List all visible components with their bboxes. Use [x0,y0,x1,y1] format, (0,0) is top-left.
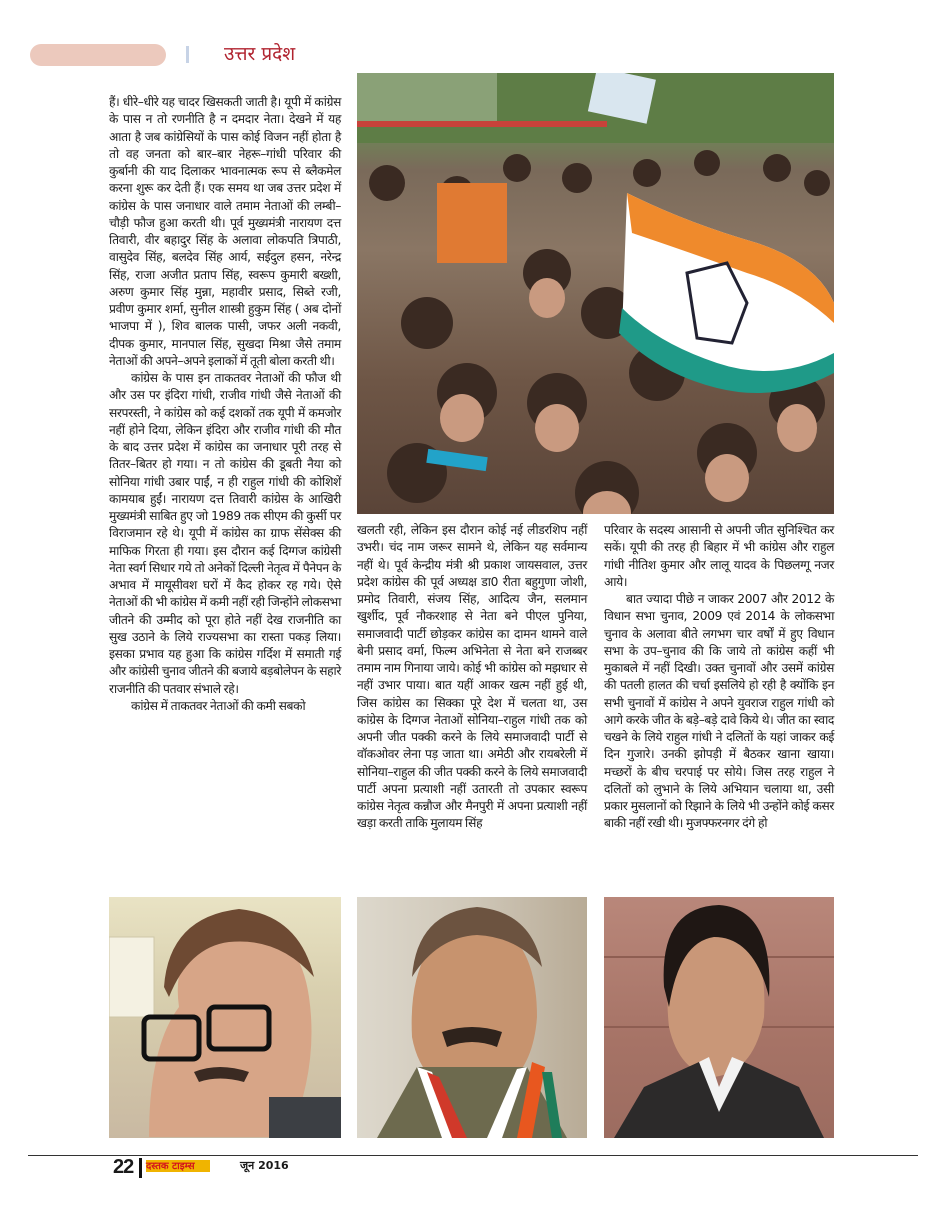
article-column-1 [109,94,341,894]
paragraph: कांग्रेस में ताकतवर नेताओं की कमी सबको [131,698,306,713]
portrait-photo-2 [357,897,587,1138]
footer-divider [139,1158,142,1178]
portrait-2-art [357,897,587,1138]
portrait-1-art [109,897,341,1138]
header-decoration-pill [30,44,166,66]
portrait-photo-1 [109,897,341,1138]
paragraph: कांग्रेस के पास इन ताकतवर नेताओं की फौज थी और उस पर इंदिरा गांधी, राजीव गांधी जैसे नेताओं की सरपरस्ती, ने कांग्रेस को कई दशकों तक यूपी में कमजोर नहीं होने दिया, लेकिन इंदिरा और राजीव गांधी की मौत के बाद उत्तर प्रदेश में कांग्रेस का जनाधार पूरी तरह से तितर–बितर हो गया। न तो कांग्रेस की डूबती नैया को सोनिया गांधी उबार पाईं, न ही राहुल गांधी की कोशिशें कामयाब हुईं। नारायण दत्त तिवारी कांग्रेस के आखिरी मुख्यमंत्री साबित हुए जो 1989 तक सीएम की कुर्सी पर विराजमान रहे थे। यूपी में कांग्रेस का ग्राफ सेंसेक्स की माफिक गिरता ही गया। इस दौरान कई दिग्गज कांग्रेसी नेता स्वर्ग सिधार गये तो अनेकों दिल्ली नेतृत्व में पैनेपन के अभाव में मायूसीवश घरों में कैद होकर रह गये। ऐसे नेताओं की भी कांग्रेस में कमी नहीं रही जिन्होंने लोकसभा जीतने की उम्मीद को पूरा होते नहीं देख राजनीति का सुख उठाने के लिये राज्यसभा का रास्ता पकड़ लिया। इसका प्रभाव यह हुआ कि कांग्रेस गर्दिश में समाती गई और कांग्रेसी चुनाव जीतने की बजाये बड़बोलेपन के सहारे राजनीति की पतवार संभाले रहे। [109,371,341,696]
crowd-photo [357,73,834,514]
magazine-logo [146,1160,210,1172]
article-column-3 [604,522,834,894]
header-divider [186,46,189,63]
magazine-logo-text: दस्तक टाइम्स [146,1161,195,1172]
footer-rule [28,1155,918,1156]
paragraph: परिवार के सदस्य आसानी से अपनी जीत सुनिश्चित कर सकें। यूपी की तरह ही बिहार में भी कांग्रेस और राहुल गांधी नीतिश कुमार और लालू यादव के पिछलग्गू नजर आये। [604,523,834,589]
article-column-2 [357,522,587,894]
section-title: उत्तर प्रदेश [224,43,296,65]
paragraph: हैं। धीरे–धीरे यह चादर खिसकती जाती है। यूपी में कांग्रेस के पास न तो रणनीति है न दमदार नेता। देखने में यह आता है जब कांग्रेसियों के पास कोई विजन नहीं होता है तो वह जनता को बार–बार नेहरू–गांधी परिवार की कुर्बानी की याद दिलाकर भावनात्मक रूप से ब्लैकमेल करना शुरू कर देती हैं। एक समय था जब उत्तर प्रदेश में कांग्रेस के पास जनाधार वाले तमाम नेताओं की लम्बी–चौड़ी फौज हुआ करती थी। पूर्व मुख्यमंत्री नारायण दत्त तिवारी, वीर बहादुर सिंह के अलावा लोकपति त्रिपाठी, वासुदेव सिंह, बलदेव सिंह आर्य, सईदुल हसन, नरेन्द्र सिंह, राजा अजीत प्रताप सिंह, स्वरूप कुमारी बख्शी, अरुण कुमार सिंह मुन्ना, महावीर प्रसाद, सिब्ते रजी, प्रवीण कुमार शर्मा, सुनील शास्त्री हुकुम सिंह ( अब दोनों भाजपा में ), शिव बालक पासी, जफर अली नकवी, दीपक कुमार, मानपाल सिंह, सुखदा मिश्रा जैसे तमाम नेताओं की अपने–अपने इलाकों में तूती बोला करती थी। [109,95,341,368]
portrait-3-art [604,897,834,1138]
issue-date: जून 2016 [240,1159,289,1172]
crowd-photo-art [357,73,834,514]
paragraph: खलती रही, लेकिन इस दौरान कोई नई लीडरशिप नहीं उभरी। चंद नाम जरूर सामने थे, लेकिन यह सर्वमान्य नहीं थे। पूर्व केन्द्रीय मंत्री श्री प्रकाश जायसवाल, उत्तर प्रदेश कांग्रेस की पूर्व अध्यक्ष डा0 रीता बहुगुणा जोशी, प्रमोद तिवारी, संजय सिंह, आदित्य जैन, सलमान खुर्शीद, पूर्व नौकरशाह से नेता बने पीएल पुनिया, समाजवादी पार्टी छोड़कर कांग्रेस का दामन थामने वाले बेनी प्रसाद वर्मा, फिल्म अभिनेता से नेता बने राजब्बर तमाम नाम गिनाया जाये। कोई भी कांग्रेस को मझधार से नहीं उभार पाया। बात यहीं आकर खत्म नहीं हुई थी, जिस कांग्रेस का सिक्का पूरे देश में चलता था, उस कांग्रेस के दिग्गज नेताओं सोनिया–राहुल गांधी तक को अपनी जीत पक्की करने के लिये समाजवादी पार्टी से वॉकओवर लेना पड़ जाता था। अमेठी और रायबरेली में सोनिया–राहुल की जीत पक्की करने के लिये समाजवादी पार्टी अपना प्रत्याशी नहीं उतारती तो उपकार स्वरूप कांग्रेस नेतृत्व कन्नौज और मैनपुरी में अपना प्रत्याशी नहीं खड़ा करती ताकि मुलायम सिंह [357,523,587,831]
portrait-photo-3 [604,897,834,1138]
paragraph: बात ज्यादा पीछे न जाकर 2007 और 2012 के विधान सभा चुनाव, 2009 एवं 2014 के लोकसभा चुनाव के अलावा बीते लगभग चार वर्षों में हुए विधान सभा के उप–चुनाव की कि जाये तो कांग्रेस कहीं भी मुकाबले में नहीं दिखी। उक्त चुनावों और उसमें कांग्रेस की पतली हालत की चर्चा इसलिये हो रही है क्योंकि इन सभी चुनावों में कांग्रेस ने अपने युवराज राहुल गांधी को आगे करके जीत के बड़े–बड़े दावे किये थे। जीत का स्वाद चखने के लिये राहुल गांधी ने दलितों के यहां जाकर कई दिन गुजारे। उनकी झोपड़ी में बैठकर खाना खाया। मच्छरों के बीच चरपाई पर सोये। जिस तरह राहुल ने दलितों को लुभाने के लिये अभियान चलाया था, उसी प्रकार मुसलानों को रिझाने के लिये भी उन्होंने कोई कसर बाकी नहीं रखी थी। मुजफ्फरनगर दंगे हो [604,592,834,831]
page-number: 22 [113,1156,134,1178]
